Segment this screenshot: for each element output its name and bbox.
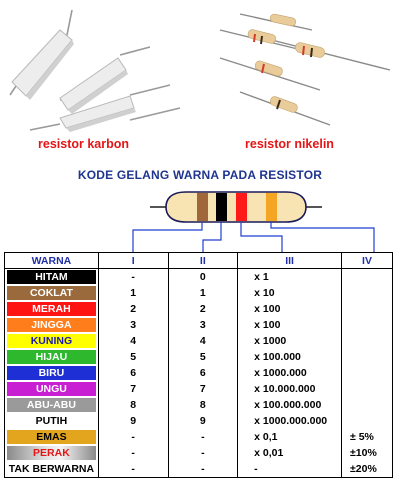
color-cell [5,429,99,445]
band-i-value: 9 [98,413,168,429]
table-row [5,445,393,461]
band-ii-value: - [168,461,238,478]
table-row [5,413,393,429]
tolerance-value [342,413,393,429]
tolerance-value [342,365,393,381]
header-i: I [98,253,168,269]
color-cell [5,381,99,397]
color-cell [5,317,99,333]
color-cell [5,333,99,349]
band-i-value: 8 [98,397,168,413]
tolerance-value [342,333,393,349]
multiplier-value: x 10 [238,285,342,301]
color-swatch: BIRU [7,366,96,380]
band-ii-value: 0 [168,269,238,286]
table-row [5,397,393,413]
tolerance-value [342,301,393,317]
tolerance-value [342,269,393,286]
multiplier-value: x 1 [238,269,342,286]
band-ii-value: 3 [168,317,238,333]
band-i-value: - [98,269,168,286]
color-swatch: UNGU [7,382,96,396]
color-cell [5,461,99,478]
connector-band-1 [133,222,202,252]
multiplier-value: x 1000 [238,333,342,349]
carbon-resistor-caption: resistor karbon [38,137,130,151]
tolerance-value [342,397,393,413]
band-connectors [133,222,374,252]
band-i-value: 4 [98,333,168,349]
color-swatch: TAK BERWARNA [8,463,95,475]
multiplier-value: x 1000.000.000 [238,413,342,429]
band-i-value: - [98,429,168,445]
band-i-value: - [98,445,168,461]
table-row [5,429,393,445]
band-ii-value: 9 [168,413,238,429]
band-i-value: 1 [98,285,168,301]
color-swatch: PERAK [7,446,96,460]
color-swatch: ABU-ABU [7,398,96,412]
header-ii: II [168,253,238,269]
multiplier-value: x 0,1 [238,429,342,445]
diagram-title: KODE GELANG WARNA PADA RESISTOR [77,168,323,182]
band-ii-value: 8 [168,397,238,413]
table-row [5,461,393,478]
header-warna: WARNA [5,253,99,269]
band-i-value: 7 [98,381,168,397]
table-row [5,333,393,349]
color-swatch: HIJAU [7,350,96,364]
tolerance-value [342,349,393,365]
color-swatch: KUNING [7,334,96,348]
table-row [5,301,393,317]
tolerance-value [342,285,393,301]
header-iv: IV [342,253,393,269]
tolerance-value: ±20% [342,461,393,478]
table-row [5,365,393,381]
color-swatch: EMAS [7,430,96,444]
color-cell [5,445,99,461]
band-i-value: 5 [98,349,168,365]
band-i-value: 3 [98,317,168,333]
multiplier-value: x 100 [238,301,342,317]
band-2 [216,193,227,221]
tolerance-value [342,381,393,397]
multiplier-value: x 100 [238,317,342,333]
band-1 [197,193,208,221]
band-i-value: - [98,461,168,478]
tolerance-value: ±10% [342,445,393,461]
band-ii-value: 1 [168,285,238,301]
table-header-row [5,253,393,269]
nickeline-resistor-caption: resistor nikelin [245,137,334,151]
connector-band-2 [203,222,221,252]
color-cell [5,349,99,365]
band-i-value: 2 [98,301,168,317]
multiplier-value: x 100.000 [238,349,342,365]
color-swatch: PUTIH [7,414,96,428]
table-row [5,349,393,365]
color-cell [5,269,99,286]
connector-band-3 [241,222,282,252]
multiplier-value: - [238,461,342,478]
color-swatch: JINGGA [7,318,96,332]
band-ii-value: 2 [168,301,238,317]
multiplier-value: x 1000.000 [238,365,342,381]
color-code-table [4,252,393,478]
band-ii-value: - [168,445,238,461]
header-iii: III [238,253,342,269]
band-ii-value: 7 [168,381,238,397]
table-row [5,317,393,333]
band-ii-value: 5 [168,349,238,365]
color-cell [5,301,99,317]
color-cell [5,397,99,413]
tolerance-value [342,317,393,333]
band-ii-value: 4 [168,333,238,349]
color-swatch: HITAM [7,270,96,284]
tolerance-value: ± 5% [342,429,393,445]
band-4 [266,193,277,221]
table-row [5,269,393,286]
color-swatch: MERAH [7,302,96,316]
color-cell [5,285,99,301]
color-cell [5,413,99,429]
color-cell [5,365,99,381]
connector-band-4 [271,222,374,252]
band-3 [236,193,247,221]
table-row [5,381,393,397]
table-row [5,285,393,301]
multiplier-value: x 0,01 [238,445,342,461]
multiplier-value: x 100.000.000 [238,397,342,413]
multiplier-value: x 10.000.000 [238,381,342,397]
band-ii-value: 6 [168,365,238,381]
band-i-value: 6 [98,365,168,381]
color-swatch: COKLAT [7,286,96,300]
band-ii-value: - [168,429,238,445]
